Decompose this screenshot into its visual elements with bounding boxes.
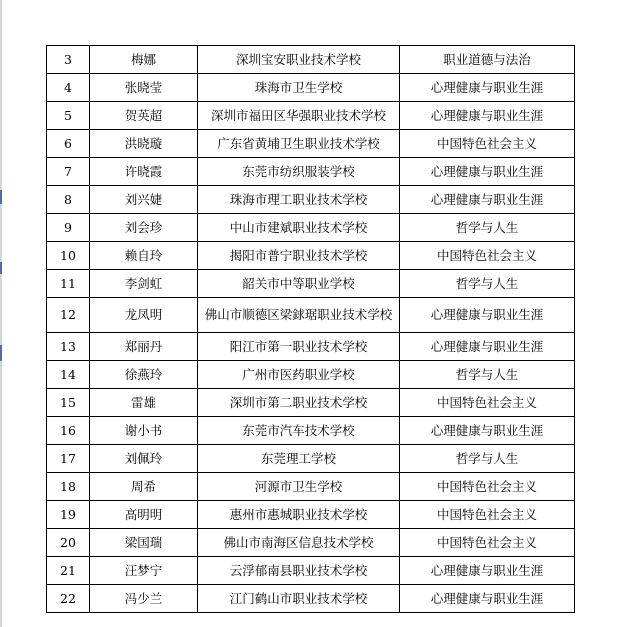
cell-name: 冯少兰 [90, 585, 198, 613]
cell-name: 周希 [90, 473, 198, 501]
cell-subject: 中国特色社会主义 [400, 501, 575, 529]
cell-name: 梁国瑞 [90, 529, 198, 557]
cell-name: 郑丽丹 [90, 333, 198, 361]
cell-subject: 心理健康与职业生涯 [400, 186, 575, 214]
cell-subject: 心理健康与职业生涯 [400, 585, 575, 613]
table-row [47, 130, 575, 158]
cell-name: 贺英超 [90, 102, 198, 130]
cell-school: 韶关市中等职业学校 [198, 270, 400, 298]
cell-number: 21 [47, 557, 90, 585]
cell-name: 高明明 [90, 501, 198, 529]
cell-subject: 心理健康与职业生涯 [400, 417, 575, 445]
table-row [47, 214, 575, 242]
table-row [47, 417, 575, 445]
cell-name: 徐燕玲 [90, 361, 198, 389]
cell-number: 9 [47, 214, 90, 242]
cell-number: 8 [47, 186, 90, 214]
cell-school: 佛山市顺德区梁銶琚职业技术学校 [198, 298, 400, 333]
cell-name: 赖自玲 [90, 242, 198, 270]
cell-school: 揭阳市普宁职业技术学校 [198, 242, 400, 270]
cell-school: 珠海市卫生学校 [198, 74, 400, 102]
cell-name: 谢小书 [90, 417, 198, 445]
cell-name: 刘佩玲 [90, 445, 198, 473]
table-row [47, 242, 575, 270]
cell-name: 雷雄 [90, 389, 198, 417]
cell-subject: 心理健康与职业生涯 [400, 102, 575, 130]
cell-school: 东莞市汽车技术学校 [198, 417, 400, 445]
cell-subject: 哲学与人生 [400, 270, 575, 298]
cell-name: 刘会珍 [90, 214, 198, 242]
cell-school: 佛山市南海区信息技术学校 [198, 529, 400, 557]
cell-number: 10 [47, 242, 90, 270]
table-row [47, 557, 575, 585]
cell-number: 15 [47, 389, 90, 417]
table-row [47, 298, 575, 333]
table-row [47, 102, 575, 130]
table-row [47, 158, 575, 186]
cell-school: 深圳市福田区华强职业技术学校 [198, 102, 400, 130]
cell-number: 6 [47, 130, 90, 158]
table-row [47, 529, 575, 557]
cell-name: 张晓莹 [90, 74, 198, 102]
table-body [47, 46, 575, 613]
table-row [47, 333, 575, 361]
cell-name: 许晓霞 [90, 158, 198, 186]
cell-name: 汪梦宁 [90, 557, 198, 585]
cell-school: 江门鹤山市职业技术学校 [198, 585, 400, 613]
cell-subject: 哲学与人生 [400, 445, 575, 473]
cell-number: 13 [47, 333, 90, 361]
cell-name: 梅娜 [90, 46, 198, 74]
cell-number: 16 [47, 417, 90, 445]
cell-number: 22 [47, 585, 90, 613]
cell-number: 14 [47, 361, 90, 389]
page-left-edge [0, 0, 2, 627]
cell-number: 18 [47, 473, 90, 501]
cell-subject: 心理健康与职业生涯 [400, 158, 575, 186]
cell-name: 洪晓璇 [90, 130, 198, 158]
cell-number: 4 [47, 74, 90, 102]
cell-school: 深圳市第二职业技术学校 [198, 389, 400, 417]
cell-school: 惠州市惠城职业技术学校 [198, 501, 400, 529]
cell-number: 12 [47, 298, 90, 333]
table-row [47, 585, 575, 613]
cell-school: 阳江市第一职业技术学校 [198, 333, 400, 361]
cell-number: 19 [47, 501, 90, 529]
table-row [47, 445, 575, 473]
cell-number: 7 [47, 158, 90, 186]
cell-school: 中山市建斌职业技术学校 [198, 214, 400, 242]
table-row [47, 501, 575, 529]
cell-subject: 心理健康与职业生涯 [400, 298, 575, 333]
cell-number: 20 [47, 529, 90, 557]
cell-subject: 心理健康与职业生涯 [400, 74, 575, 102]
edge-marker [0, 345, 2, 361]
cell-school: 广东省黄埔卫生职业技术学校 [198, 130, 400, 158]
cell-subject: 中国特色社会主义 [400, 473, 575, 501]
table-row [47, 186, 575, 214]
cell-school: 深圳宝安职业技术学校 [198, 46, 400, 74]
table-row [47, 74, 575, 102]
cell-name: 龙凤明 [90, 298, 198, 333]
cell-subject: 心理健康与职业生涯 [400, 557, 575, 585]
table-row [47, 473, 575, 501]
cell-number: 3 [47, 46, 90, 74]
cell-school: 东莞理工学校 [198, 445, 400, 473]
table-row [47, 46, 575, 74]
cell-school: 云浮郁南县职业技术学校 [198, 557, 400, 585]
cell-subject: 心理健康与职业生涯 [400, 333, 575, 361]
cell-name: 李剑虹 [90, 270, 198, 298]
cell-subject: 中国特色社会主义 [400, 529, 575, 557]
cell-school: 河源市卫生学校 [198, 473, 400, 501]
table-row [47, 389, 575, 417]
cell-subject: 哲学与人生 [400, 361, 575, 389]
cell-school: 东莞市纺织服装学校 [198, 158, 400, 186]
cell-number: 5 [47, 102, 90, 130]
cell-school: 珠海市理工职业技术学校 [198, 186, 400, 214]
cell-subject: 中国特色社会主义 [400, 242, 575, 270]
teacher-list-table [46, 45, 575, 613]
cell-school: 广州市医药职业学校 [198, 361, 400, 389]
edge-marker [0, 190, 2, 204]
cell-number: 17 [47, 445, 90, 473]
cell-subject: 中国特色社会主义 [400, 389, 575, 417]
cell-subject: 职业道德与法治 [400, 46, 575, 74]
cell-number: 11 [47, 270, 90, 298]
cell-name: 刘兴婕 [90, 186, 198, 214]
cell-subject: 哲学与人生 [400, 214, 575, 242]
edge-marker [0, 262, 2, 274]
table-row [47, 361, 575, 389]
table-row [47, 270, 575, 298]
cell-subject: 中国特色社会主义 [400, 130, 575, 158]
